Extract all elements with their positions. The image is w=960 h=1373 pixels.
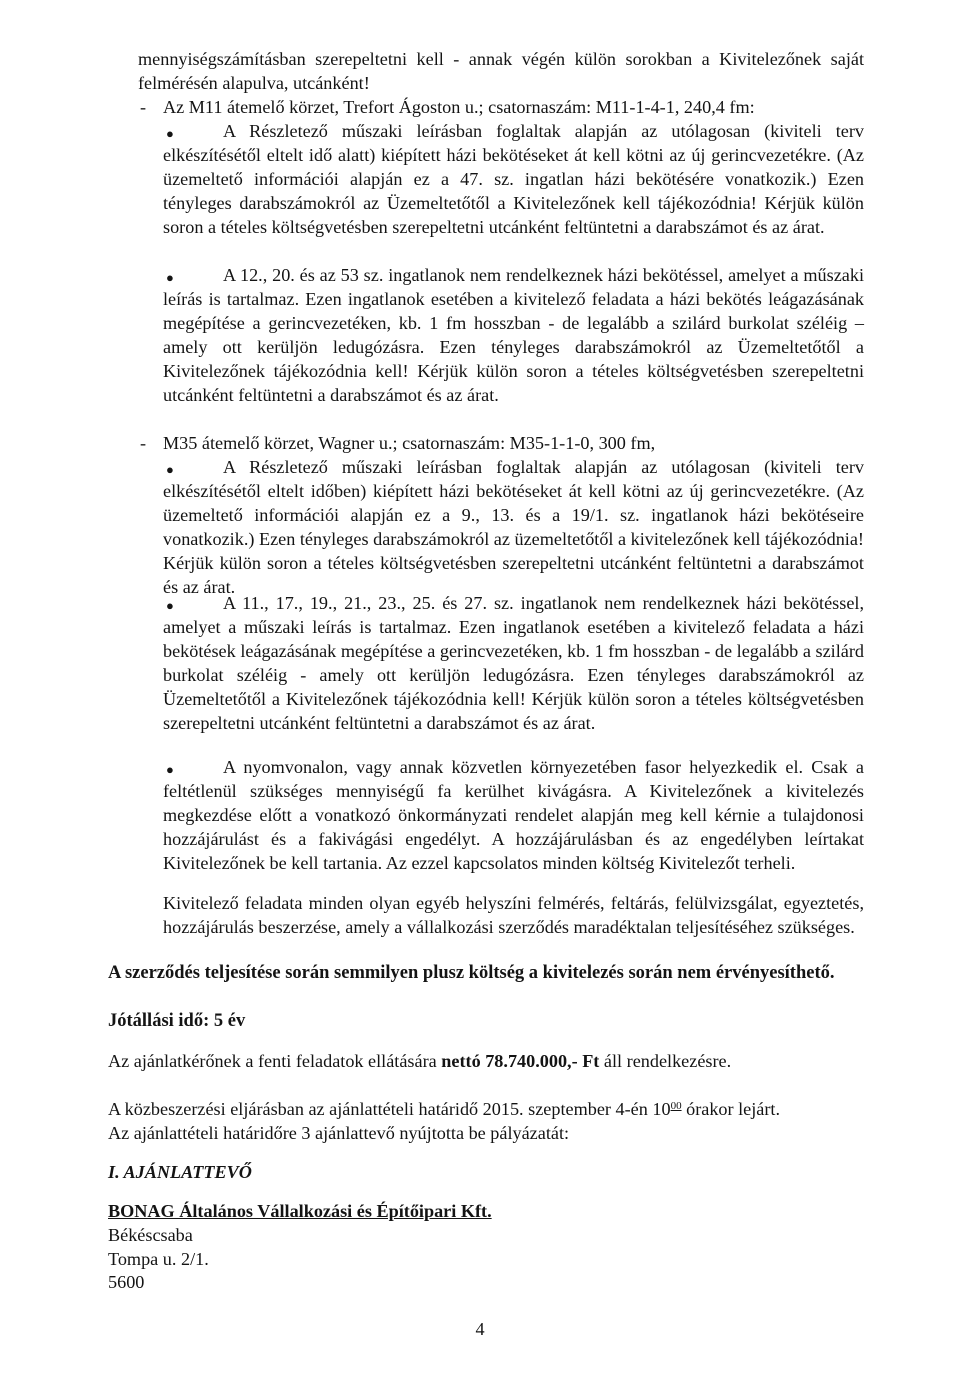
deadline-text: A közbeszerzési eljárásban az ajánlattételi határidő 2015. szeptember 4-én 10 <box>108 1099 671 1119</box>
budget-prefix: Az ajánlatkérőnek a fenti feladatok ellátására <box>108 1051 442 1071</box>
bidders-intro: Az ajánlattételi határidőre 3 ajánlattevő nyújtotta be pályázatát: <box>108 1123 570 1143</box>
bullet-marker: ● <box>166 462 174 477</box>
list-dash: - <box>140 97 147 117</box>
section-m11-bullet-1: A Részletező műszaki leírásban foglaltak alapján az utólagosan (kiviteli terv elkészítésétől eltelt idő alatt) kiépített házi bekötéseket át kell kötni az új gerincvezetékre. (Az üzemeltető információi alapján ez a 47. sz. ingatlan házi bekötésére vonatkozik.) Ezen tényleges darabszámokról az Üzemeltetőtől a Kivitelezőnek kell tájékozódnia! Kérjük külön soron a tételes költségvetésben szerepeltetni utcánként feltüntetni a darabszámot és az árat. <box>163 121 864 237</box>
section-m35-closing: Kivitelező feladata minden olyan egyéb helyszíni felmérés, feltárás, felülvizsgálat, egyeztetés, hozzájárulás beszerzése, amely a vállalkozási szerződés maradéktalan teljesítéséhez szükséges. <box>163 893 864 937</box>
deadline-suffix: órakor lejárt. <box>681 1099 781 1119</box>
warranty-line: Jótállási idő: 5 év <box>108 1011 246 1031</box>
bullet-marker: ● <box>166 598 174 613</box>
list-dash: - <box>140 433 147 453</box>
section-m35-title: M35 átemelő körzet, Wagner u.; csatornaszám: M35-1-1-0, 300 fm, <box>163 433 656 453</box>
deadline-line <box>108 1098 868 1122</box>
bidder-street: Tompa u. 2/1. <box>108 1249 209 1269</box>
bidder-zip: 5600 <box>108 1272 145 1292</box>
budget-line <box>108 1050 868 1074</box>
budget-suffix: áll rendelkezésre. <box>599 1051 732 1071</box>
bullet-marker: ● <box>166 126 174 141</box>
section-m35-bullet-3: A nyomvonalon, vagy annak közvetlen környezetében fasor helyezkedik el. Csak a feltétlenül szükséges mennyiségű fa kerülhet kivágásra. A Kivitelezőnek a kivitelezés megkezdése előtt a vonatkozó önkormányzati rendelet alapján meg kell kérnie a tulajdonosi hozzájárulást és a fakivágási engedélyt. A hozzájárulásban és az engedélyben leírtakat Kivitelezőnek be kell tartania. Az ezzel kapcsolatos minden költség Kivitelezőt terheli. <box>163 757 864 873</box>
continuation-paragraph: mennyiségszámításban szerepeltetni kell - annak végén külön sorokban a Kivitelezőnek saját felmérésén alapulva, utcánként! <box>138 49 864 93</box>
section-m35-bullet-2: A 11., 17., 19., 21., 23., 25. és 27. sz. ingatlanok nem rendelkeznek házi bekötéssel, amelyet a műszaki leírás is tartalmaz. Ezen ingatlanok esetében a kivitelező feladata a házi bekötések leágazásának megépítése a gerincvezetéken, kb. 1 fm hosszban - de legalább a szilárd burkolat széléig - amely ott kerüljön ledugózásra. Ezen tényleges darabszámokról az Üzemeltetőtől a Kivitelezőnek tájékozódnia kell! Kérjük külön soron a tételes költségvetésben szerepeltetni utcánként feltüntetni a darabszámot és az árat. <box>163 593 864 733</box>
page-number: 4 <box>475 1319 485 1339</box>
bidder-heading: I. AJÁNLATTEVŐ <box>108 1162 252 1182</box>
section-m11-bullet-2: A 12., 20. és az 53 sz. ingatlanok nem rendelkeznek házi bekötéssel, amelyet a műszaki leírás is tartalmaz. Ezen ingatlanok esetében a kivitelező feladata a házi bekötés leágazásának megépítése a gerincvezetéken, kb. 1 fm hosszban - de legalább a szilárd burkolat széléig – amely ott kerüljön ledugózásra. Ezen tényleges darabszámokról az Üzemeltetőtől a Kivitelezőnek tájékozódnia kell! Kérjük külön soron a tételes költségvetésben szerepeltetni utcánként feltüntetni a darabszámot és az árat. <box>163 265 864 405</box>
section-m11-title: Az M11 átemelő körzet, Trefort Ágoston u.; csatornaszám: M11-1-4-1, 240,4 fm: <box>163 97 755 117</box>
bullet-marker: ● <box>166 270 174 285</box>
bidder-city: Békéscsaba <box>108 1225 193 1245</box>
deadline-minutes: 00 <box>670 1100 682 1112</box>
section-m35-bullet-1: A Részletező műszaki leírásban foglaltak alapján az utólagosan (kiviteli terv elkészítésétől eltelt időben) kiépített házi bekötéseket át kell kötni az új gerincvezetékre. (Az üzemeltető információi alapján ez a 9., 13. és a 19/1. sz. ingatlanok házi bekötéseire vonatkozik.) Ezen tényleges darabszámokról az üzemeltetőtől a kivitelezőnek kell tájékozódnia! Kérjük külön soron a tételes költségvetésben szerepeltetni utcánként feltüntetni a darabszámot és az árat. <box>163 457 864 597</box>
bold-notice: A szerződés teljesítése során semmilyen plusz költség a kivitelezés során nem érvényesíthető. <box>108 963 835 983</box>
bullet-marker: ● <box>166 762 174 777</box>
budget-amount: nettó 78.740.000,- Ft <box>441 1051 600 1071</box>
bidder-name: BONAG Általános Vállalkozási és Építőipari Kft. <box>108 1201 492 1221</box>
